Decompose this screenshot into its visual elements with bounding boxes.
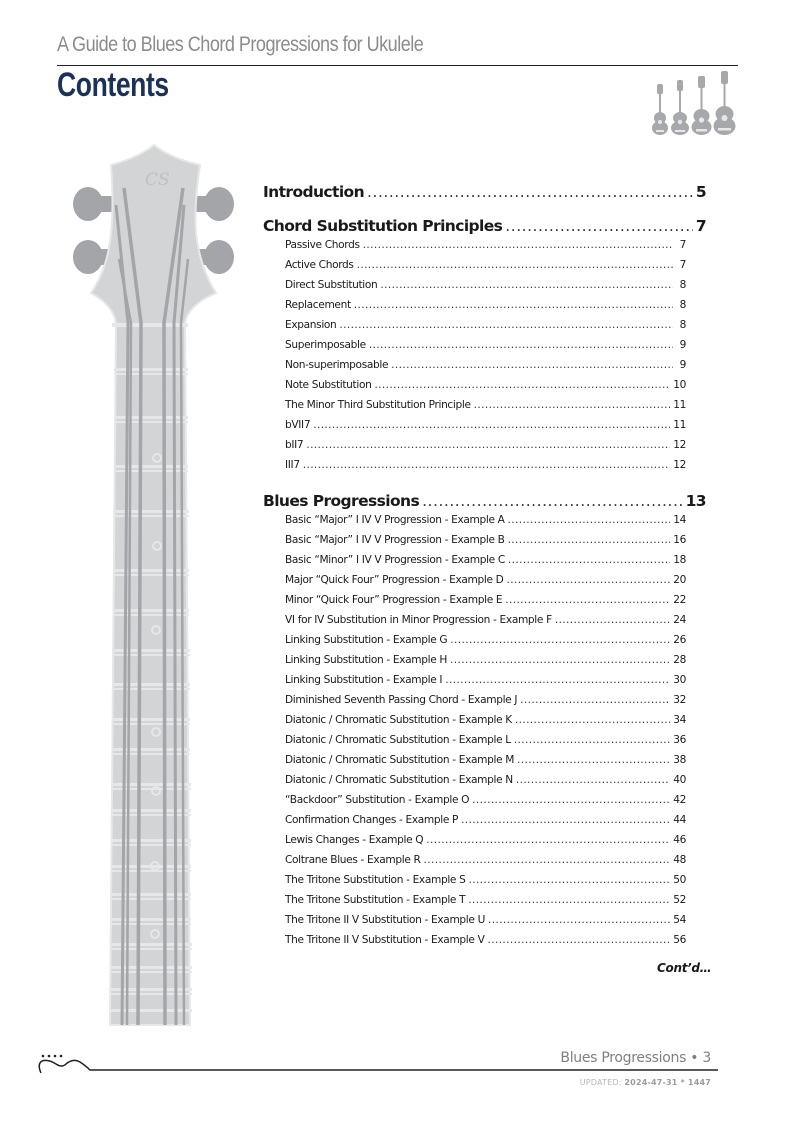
toc-section-title: Blues Progressions [263,492,420,510]
toc-item[interactable] [285,630,686,650]
leader-dots [380,275,673,295]
footer-section: Blues Progressions [560,1050,687,1066]
leader-dots [367,180,693,204]
toc-item-title: Direct Substitution [285,279,378,291]
toc-item-page: 50 [673,874,686,886]
toc-item-page: 32 [673,694,686,706]
toc-item-title: Linking Substitution - Example G [285,634,448,646]
leader-dots [374,375,670,395]
toc-item-title: Non-superimposable [285,359,389,371]
toc-sublist [285,235,686,475]
toc-sublist [285,510,686,950]
leader-dots [313,415,670,435]
toc-item[interactable] [285,730,686,750]
toc-item-title: Basic “Minor” I IV V Progression - Example C [285,554,505,566]
toc-item[interactable] [285,550,686,570]
toc-item-page: 16 [673,534,686,546]
continued-label: Cont’d… [657,961,712,975]
leader-dots [363,235,673,255]
leader-dots [468,890,670,910]
leader-dots [515,710,670,730]
toc-item-page: 36 [673,734,686,746]
toc-item[interactable] [285,790,686,810]
toc-item-page: 26 [673,634,686,646]
toc-item-page: 48 [673,854,686,866]
leader-dots [487,930,670,950]
leader-dots [450,630,670,650]
toc-item-page: 44 [673,814,686,826]
toc-item-title: Active Chords [285,259,354,271]
toc-item-page: 11 [673,419,686,431]
toc-item-title: Passive Chords [285,239,360,251]
toc-item-title: The Tritone II V Substitution - Example U [285,914,485,926]
doc-title: A Guide to Blues Chord Progressions for Ukulele [57,33,424,56]
leader-dots [472,790,670,810]
leader-dots [424,850,671,870]
ukulele-family-icon [650,70,740,136]
leader-dots [520,690,670,710]
toc-item-page: 7 [679,259,686,271]
toc-item-title: Basic “Major” I IV V Progression - Example A [285,514,505,526]
toc-item[interactable] [285,455,686,475]
toc-item-title: The Tritone II V Substitution - Example V [285,934,485,946]
toc-item-page: 14 [673,514,686,526]
toc-item-page: 7 [679,239,686,251]
toc-item-title: The Tritone Substitution - Example S [285,874,466,886]
toc-item-page: 30 [673,674,686,686]
toc-item-title: “Backdoor” Substitution - Example O [285,794,470,806]
toc-item[interactable] [285,375,686,395]
leader-dots [303,455,671,475]
toc-item[interactable] [285,570,686,590]
toc-item-title: Confirmation Changes - Example P [285,814,459,826]
toc-item-page: 42 [673,794,686,806]
toc-item[interactable] [285,750,686,770]
toc-item[interactable] [285,275,686,295]
toc-section-title: Chord Substitution Principles [263,217,503,235]
toc-item-page: 28 [673,654,686,666]
toc-item-title: Basic “Major” I IV V Progression - Example B [285,534,505,546]
page-title: Contents [57,66,169,104]
toc-item-page: 12 [673,459,686,471]
toc-item-page: 22 [673,594,686,606]
toc-item[interactable] [285,395,686,415]
toc-item[interactable] [285,235,686,255]
toc-item[interactable] [285,670,686,690]
toc-item[interactable] [285,810,686,830]
toc-item-page: 40 [673,774,686,786]
toc-item[interactable] [285,415,686,435]
leader-dots [514,730,670,750]
toc-item-title: VI for IV Substitution in Minor Progression - Example F [285,614,552,626]
toc-item-page: 12 [673,439,686,451]
toc-item-title: Lewis Changes - Example Q [285,834,424,846]
leader-dots [339,315,673,335]
toc-item-page: 46 [673,834,686,846]
toc-item-title: Linking Substitution - Example H [285,654,448,666]
leader-dots [450,650,670,670]
toc-item[interactable] [285,610,686,630]
toc-item-page: 8 [679,299,686,311]
toc-item[interactable] [285,315,686,335]
ukulele-neck-icon [68,143,240,1028]
toc-item[interactable] [285,510,686,530]
headstock-logo: CS [145,170,170,190]
toc-item-page: 56 [673,934,686,946]
toc-item-page: 10 [673,379,686,391]
toc-item-title: The Tritone Substitution - Example T [285,894,466,906]
toc-item[interactable] [285,335,686,355]
leader-dots [508,510,671,530]
toc-item[interactable] [285,850,686,870]
toc-item-title: bVII7 [285,419,311,431]
toc-item-title: Diatonic / Chromatic Substitution - Example N [285,774,513,786]
toc-item[interactable] [285,930,686,950]
toc-item-page: 54 [673,914,686,926]
toc-item-page: 18 [673,554,686,566]
leader-dots [508,550,670,570]
leader-dots [369,335,673,355]
toc-item[interactable] [285,255,686,275]
toc-item-title: The Minor Third Substitution Principle [285,399,471,411]
toc-item[interactable] [285,295,686,315]
toc-item-title: Diatonic / Chromatic Substitution - Example K [285,714,512,726]
toc-item[interactable] [285,830,686,850]
toc-section-title: Introduction [263,183,365,201]
toc-item[interactable] [285,435,686,455]
footer-separator: • [690,1050,699,1066]
toc-item[interactable] [285,770,686,790]
toc-item[interactable] [285,710,686,730]
updated-value: 2024-47-31 * 1447 [624,1078,711,1087]
toc-item-page: 20 [673,574,686,586]
leader-dots [391,355,673,375]
leader-dots [354,295,673,315]
toc-section-introduction[interactable] [263,180,706,204]
toc-item[interactable] [285,530,686,550]
leader-dots [517,750,670,770]
leader-dots [505,590,670,610]
toc-item-page: 8 [679,319,686,331]
page-number: 3 [702,1050,711,1066]
leader-dots [508,530,671,550]
toc-item-title: Coltrane Blues - Example R [285,854,421,866]
toc-item-page: 9 [679,359,686,371]
toc-item[interactable] [285,650,686,670]
toc-item-page: 9 [679,339,686,351]
toc-item-title: III7 [285,459,300,471]
toc-item-page: 34 [673,714,686,726]
toc-item-page: 38 [673,754,686,766]
toc-item[interactable] [285,590,686,610]
toc-item[interactable] [285,355,686,375]
leader-dots [357,255,673,275]
toc-item-title: Diminished Seventh Passing Chord - Example J [285,694,518,706]
toc-item-title: Diatonic / Chromatic Substitution - Example M [285,754,515,766]
toc-item-title: Linking Substitution - Example I [285,674,443,686]
leader-dots [468,870,670,890]
toc-item-title: Major “Quick Four” Progression - Example D [285,574,504,586]
toc-item[interactable] [285,910,686,930]
toc-item-page: 52 [673,894,686,906]
toc-item-page: 8 [679,279,686,291]
updated-label: UPDATED: [579,1078,622,1087]
toc-item-title: Diatonic / Chromatic Substitution - Example L [285,734,511,746]
leader-dots [555,610,670,630]
leader-dots [426,830,670,850]
leader-dots [445,670,670,690]
toc-item-title: Superimposable [285,339,366,351]
leader-dots [474,395,671,415]
toc-item-title: Expansion [285,319,337,331]
toc-item[interactable] [285,870,686,890]
leader-dots [506,570,670,590]
toc-section-page: 7 [695,217,706,235]
toc-item-title: Minor “Quick Four” Progression - Example E [285,594,503,606]
toc-item-page: 11 [673,399,686,411]
toc-section-page: 5 [695,183,706,201]
toc-item-title: Replacement [285,299,351,311]
leader-dots [488,910,670,930]
toc-item[interactable] [285,890,686,910]
toc-item[interactable] [285,690,686,710]
leader-dots [461,810,670,830]
updated-stamp [580,1078,711,1087]
toc-item-title: bII7 [285,439,304,451]
footer-page-label [560,1050,711,1066]
leader-dots [516,770,670,790]
toc-item-page: 24 [673,614,686,626]
toc-section-page: 13 [685,492,706,510]
table-of-contents [263,180,706,950]
toc-item-title: Note Substitution [285,379,372,391]
leader-dots [306,435,670,455]
